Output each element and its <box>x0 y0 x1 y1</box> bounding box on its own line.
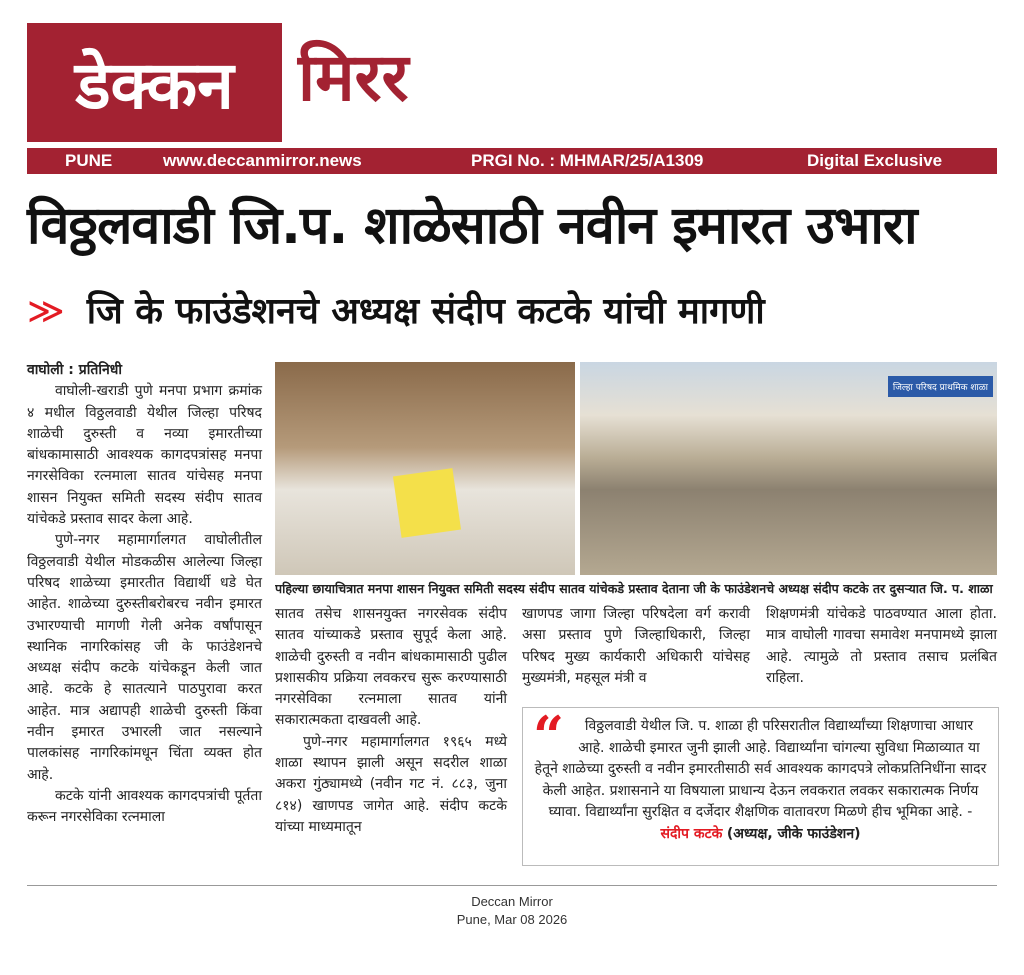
quote-author-role: (अध्यक्ष, जीके फाउंडेशन) <box>726 825 861 842</box>
column-3 <box>522 604 750 689</box>
masthead-bar <box>27 148 997 174</box>
photo-caption: पहिल्या छायाचित्रात मनपा शासन नियुक्त समिती सदस्य संदीप सातव यांचेकडे प्रस्ताव देताना जी के फाउंडेशनचे अध्यक्ष संदीप कटके तर दुसऱ्यात जि. प. शाळा <box>275 581 993 596</box>
paragraph: खाणपड जागा जिल्हा परिषदेला वर्ग करावी असा प्रस्ताव पुणे जिल्हाधिकारी, जिल्हा परिषद मुख्य कार्यकारी अधिकारी यांचेसह मुख्यमंत्री, महसूल मंत्री व <box>522 606 750 686</box>
quote-author: संदीप कटके <box>660 825 723 842</box>
quote-box <box>522 704 999 866</box>
school-sign: जिल्हा परिषद प्राथमिक शाळा <box>888 376 993 397</box>
footer-divider <box>27 885 997 886</box>
quote-mark-icon: “ <box>533 704 565 768</box>
column-2 <box>275 604 507 838</box>
double-chevron-icon: ≫ <box>27 291 65 332</box>
subheadline: जि के फाउंडेशनचे अध्यक्ष संदीप कटके यांची मागणी <box>86 291 765 332</box>
photo-school <box>580 362 997 575</box>
prgi-number: PRGI No. : MHMAR/25/A1309 <box>471 151 704 170</box>
quote-text: विठ्ठलवाडी येथील जि. प. शाळा ही परिसरातील विद्यार्थ्यांच्या शिक्षणाचा आधार आहे. शाळेची इमारत जुनी झाली आहे. विद्यार्थ्यांना चांगल्या सुविधा मिळाव्यात या हेतूने शाळेच्या दुरुस्ती व नवीन इमारतीसाठी सर्व आवश्यक कागदपत्रे लोकप्रतिनिधींना सादर केली आहेत. प्रशासनाने या विषयाला प्राधान्य देऊन लवकरात लवकर सकारात्मक निर्णय घ्यावा. विद्यार्थ्यांना सुरक्षित व दर्जेदार शैक्षणिक वातावरण मिळणे हीच भूमिका आहे. - <box>534 718 987 820</box>
document-folder <box>393 468 461 538</box>
column-1 <box>27 360 262 829</box>
masthead-logo <box>27 23 282 142</box>
subheadline-row <box>27 285 997 334</box>
city: PUNE <box>65 151 113 170</box>
paragraph: शिक्षणमंत्री यांचेकडे पाठवण्यात आला होता. मात्र वाघोली गावचा समावेश मनपामध्ये झाला आहे. त्यामुळे तो प्रस्ताव तसाच प्रलंबित राहिला. <box>766 606 997 686</box>
website-link[interactable]: www.deccanmirror.news <box>163 151 362 170</box>
headline: विठ्ठलवाडी जि.प. शाळेसाठी नवीन इमारत उभारा <box>27 196 917 256</box>
paragraph: वाघोली-खराडी पुणे मनपा प्रभाग क्रमांक ४ मधील विठ्ठलवाडी येथील जिल्हा परिषद शाळेची दुरुस्ती व नव्या इमारतीच्या बांधकामासाठी आवश्यक कागदपत्रांसह मनपा नगरसेविका रत्नमाला सातव यांचेसह मनपा शासन नियुक्त समिती सदस्य संदीप सातव यांचेकडे प्रस्ताव सादर केला आहे. <box>27 383 262 528</box>
logo-text-1: डेक्कन <box>75 46 234 124</box>
paragraph: कटके यांनी आवश्यक कागदपत्रांची पूर्तता करून नगरसेविका रत्नमाला <box>27 787 262 826</box>
byline: वाघोली : प्रतिनिधी <box>27 362 122 378</box>
paragraph: पुणे-नगर महामार्गालगत १९६५ मध्ये शाळा स्थापन झाली असून सदरील शाळा अकरा गुंठ्यामध्ये (नवीन गट नं. ८८३, जुना ८१४) खाणपड जागेत आहे. संदीप कटके यांच्या माध्यमातून <box>275 733 507 835</box>
edition-label: Digital Exclusive <box>807 151 943 170</box>
photo-handover <box>275 362 575 575</box>
logo-text-2: मिरर <box>298 39 409 116</box>
column-4 <box>766 604 997 689</box>
paragraph: सातव तसेच शासनयुक्त नगरसेवक संदीप सातव यांच्याकडे प्रस्ताव सुपूर्द केला आहे. शाळेची दुरुस्ती व नवीन बांधकामासाठी पुढील प्रशासकीय प्रक्रिया लवकरच सुरू करण्यासाठी नगरसेविका रत्नमाला सातव यांनी सकारात्मकता दाखवली आहे. <box>275 606 507 729</box>
footer-publication: Deccan Mirror <box>471 894 553 909</box>
paragraph: पुणे-नगर महामार्गालगत वाघोलीतील विठ्ठलवाडी येथील मोडकळीस आलेल्या जिल्हा परिषद शाळेच्या इमारतीत विद्यार्थी धडे घेत आहेत. शाळेच्या दुरुस्तीबरोबरच नवीन इमारत उभारण्याची मागणी गेली अनेक वर्षांपासून स्थानिक नागरिकांसह जी के फाउंडेशनचे अध्यक्ष संदीप कटके यांचेकडून केली जात आहे. कटके हे सातत्याने पाठपुरावा करत आहेत. मात्र अद्यापही शाळेची दुरुस्ती किंवा नवीन इमारत उभारली जात नसल्याने पालकांसह नागरिकांमधून चिंता व्यक्त होत आहे. <box>27 532 262 783</box>
footer-dateline: Pune, Mar 08 2026 <box>456 912 568 927</box>
